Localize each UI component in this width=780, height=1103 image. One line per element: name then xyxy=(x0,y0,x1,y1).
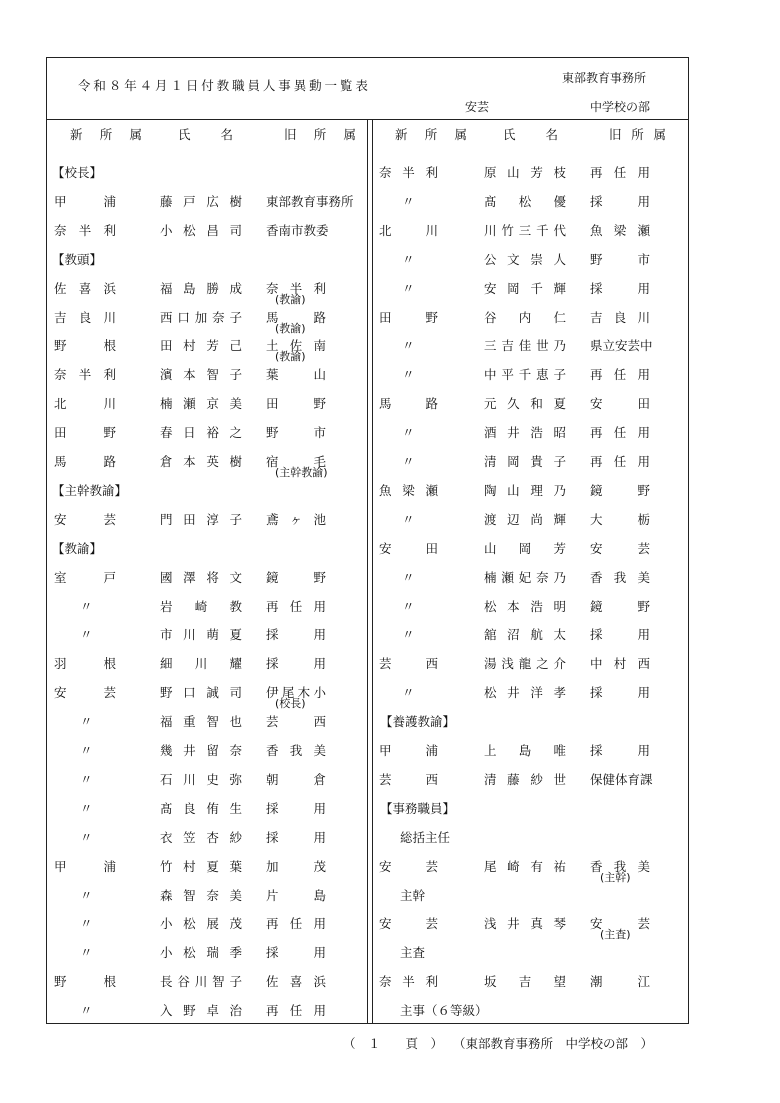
old-school: 採 用 xyxy=(590,685,650,701)
person-name: 坂 吉 望 xyxy=(484,974,566,990)
new-school: 馬 路 xyxy=(379,396,438,412)
ditto-mark: 〃 xyxy=(80,887,93,903)
ditto-mark: 〃 xyxy=(80,598,93,614)
person-name: 衣 笠 杏 紗 xyxy=(160,829,242,845)
job-title-label: 主幹 xyxy=(400,887,426,903)
person-name: 福 島 勝 成 xyxy=(160,280,242,296)
old-school: 奈 半 利 xyxy=(266,280,326,296)
old-school: 魚 梁 瀬 xyxy=(590,222,650,238)
job-title-label: 主査 xyxy=(400,945,426,961)
new-school: 北 川 xyxy=(54,396,116,412)
new-school: 羽 根 xyxy=(54,656,116,672)
person-name: 清 藤 紗 世 xyxy=(484,771,566,787)
old-school: 宿 毛 xyxy=(266,454,326,469)
person-name: 藤 戸 広 樹 xyxy=(160,193,242,209)
old-school: 香南市教委 xyxy=(266,222,329,238)
footer-section: （東部教育事務所 中学校の部 ） xyxy=(453,1036,654,1051)
old-school: 中 村 西 xyxy=(590,656,650,672)
ditto-mark: 〃 xyxy=(402,454,415,469)
person-name: 髙 松 優 xyxy=(484,193,566,209)
person-name: 門 田 淳 子 xyxy=(160,511,242,527)
section-name: 中学校の部 xyxy=(590,100,651,114)
old-school: 鏡 野 xyxy=(590,482,650,498)
old-school: 野 市 xyxy=(266,425,326,441)
old-school: 採 用 xyxy=(266,800,326,816)
new-school: 甲 浦 xyxy=(54,858,116,874)
old-school: 県立安芸中 xyxy=(590,338,653,354)
old-school: 東部教育事務所 xyxy=(266,193,354,209)
person-name: 福 重 智 也 xyxy=(160,714,242,730)
old-school: 採 用 xyxy=(266,945,326,961)
new-school: 野 根 xyxy=(54,974,116,990)
person-name: 竹 村 夏 葉 xyxy=(160,858,242,874)
person-name: 岩 崎 教 xyxy=(160,598,242,614)
person-name: 浅 井 真 琴 xyxy=(484,916,566,932)
old-school: 採 用 xyxy=(590,280,650,296)
old-school: 葉 山 xyxy=(266,367,326,383)
new-school: 安 芸 xyxy=(379,916,438,932)
ditto-mark: 〃 xyxy=(402,598,415,614)
old-school: 吉 良 川 xyxy=(590,309,650,325)
new-school: 安 芸 xyxy=(379,858,438,874)
person-name: 川 竹 三 千 代 xyxy=(484,222,566,238)
old-school: 鏡 野 xyxy=(266,569,326,585)
ditto-mark: 〃 xyxy=(402,193,415,209)
old-school: 鳶 ヶ 池 xyxy=(266,511,326,527)
person-name: 安 岡 千 輝 xyxy=(484,280,566,296)
person-name: 國 澤 将 文 xyxy=(160,569,242,585)
old-school: 鏡 野 xyxy=(590,598,650,614)
ditto-mark: 〃 xyxy=(402,425,415,441)
old-school: 採 用 xyxy=(590,743,650,758)
ditto-mark: 〃 xyxy=(80,800,93,816)
ditto-mark: 〃 xyxy=(80,1003,93,1019)
person-name: 細 川 耀 xyxy=(160,656,242,672)
person-name: 小 松 瑞 季 xyxy=(160,945,242,961)
col-old-header: 旧 所 属 xyxy=(609,127,666,142)
old-school: 再 任 用 xyxy=(266,916,326,932)
old-school: 香 我 美 xyxy=(266,743,326,758)
person-name: 市 川 萌 夏 xyxy=(160,627,242,643)
old-school: 芸 西 xyxy=(266,714,326,730)
old-school: 採 用 xyxy=(266,829,326,845)
new-school: 安 芸 xyxy=(54,511,116,527)
person-name: 上 島 唯 xyxy=(484,743,566,758)
page-number: （ １ 頁 ） xyxy=(343,1036,444,1051)
col-name-header: 氏 名 xyxy=(503,127,558,142)
new-school: 室 戸 xyxy=(54,569,116,585)
new-school: 北 川 xyxy=(379,222,438,238)
document-title: 令 和 ８ 年 ４ 月 １ 日 付 教 職 員 人 事 異 動 一 覧 表 xyxy=(78,78,368,93)
person-name: 春 日 裕 之 xyxy=(160,425,242,441)
person-name: 石 川 史 弥 xyxy=(160,771,242,787)
ditto-mark: 〃 xyxy=(402,338,415,354)
person-name: 髙 良 侑 生 xyxy=(160,800,242,816)
person-name: 尾 崎 有 祐 xyxy=(484,858,566,874)
new-school: 馬 路 xyxy=(54,454,116,469)
person-name: 陶 山 理 乃 xyxy=(484,482,566,498)
person-name: 中 平 千 恵 子 xyxy=(484,367,566,383)
person-name: 山 岡 芳 xyxy=(484,540,566,556)
new-school: 野 根 xyxy=(54,338,116,354)
old-school: 再 任 用 xyxy=(590,454,650,469)
old-school: 再 任 用 xyxy=(590,425,650,441)
old-school: 再 任 用 xyxy=(590,367,650,383)
old-school: 安 芸 xyxy=(590,540,650,556)
person-name: 酒 井 浩 昭 xyxy=(484,425,566,441)
person-name: 濱 本 智 子 xyxy=(160,367,242,383)
new-school: 安 芸 xyxy=(54,685,116,701)
person-name: 長 谷 川 智 子 xyxy=(160,974,242,990)
ditto-mark: 〃 xyxy=(402,367,415,383)
previous-position-note: (主査) xyxy=(600,928,631,942)
new-school: 田 野 xyxy=(379,309,438,325)
person-name: 原 山 芳 枝 xyxy=(484,165,566,180)
old-school: 伊 尾 木 小 xyxy=(266,685,326,701)
person-name: 幾 井 留 奈 xyxy=(160,743,242,758)
new-school: 甲 浦 xyxy=(54,193,116,209)
person-name: 田 村 芳 己 xyxy=(160,338,242,354)
previous-position-note: (教諭) xyxy=(275,350,306,364)
person-name: 楠 瀬 京 美 xyxy=(160,396,242,412)
old-school: 土 佐 南 xyxy=(266,338,326,354)
old-school: 採 用 xyxy=(266,656,326,672)
old-school: 採 用 xyxy=(590,193,650,209)
person-name: 谷 内 仁 xyxy=(484,309,566,325)
old-school: 大 栃 xyxy=(590,511,650,527)
ditto-mark: 〃 xyxy=(402,627,415,643)
person-name: 入 野 卓 治 xyxy=(160,1003,242,1019)
person-name: 清 岡 貴 子 xyxy=(484,454,566,469)
ditto-mark: 〃 xyxy=(80,945,93,961)
section-heading: 【教諭】 xyxy=(52,540,103,556)
old-school: 潮 江 xyxy=(590,974,650,990)
old-school: 安 田 xyxy=(590,396,650,412)
old-school: 安 芸 xyxy=(590,916,650,932)
person-name: 小 松 展 茂 xyxy=(160,916,242,932)
ditto-mark: 〃 xyxy=(80,627,93,643)
ditto-mark: 〃 xyxy=(402,251,415,267)
new-school: 田 野 xyxy=(54,425,116,441)
old-school: 再 任 用 xyxy=(590,165,650,180)
previous-position-note: (校長) xyxy=(275,697,306,711)
old-school: 香 我 美 xyxy=(590,569,650,585)
old-school: 採 用 xyxy=(590,627,650,643)
new-school: 吉 良 川 xyxy=(54,309,116,325)
new-school: 甲 浦 xyxy=(379,743,438,758)
section-heading: 【養護教諭】 xyxy=(380,714,456,730)
person-name: 野 口 誠 司 xyxy=(160,685,242,701)
new-school: 魚 梁 瀬 xyxy=(379,482,438,498)
col-new-header: 新 所 属 xyxy=(395,127,467,142)
old-school: 再 任 用 xyxy=(266,598,326,614)
col-new-header: 新 所 属 xyxy=(70,127,142,142)
previous-position-note: (主幹) xyxy=(600,870,631,884)
old-school: 朝 倉 xyxy=(266,771,326,787)
col-old-header: 旧 所 属 xyxy=(284,127,356,142)
new-school: 奈 半 利 xyxy=(379,165,438,180)
person-name: 元 久 和 夏 xyxy=(484,396,566,412)
ditto-mark: 〃 xyxy=(80,829,93,845)
district-name: 安芸 xyxy=(465,100,490,114)
person-name: 松 井 洋 孝 xyxy=(484,685,566,701)
old-school: 馬 路 xyxy=(266,309,326,325)
person-name: 舘 沼 航 太 xyxy=(484,627,566,643)
column-divider xyxy=(367,119,368,1024)
person-name: 松 本 浩 明 xyxy=(484,598,566,614)
ditto-mark: 〃 xyxy=(402,280,415,296)
col-name-header: 氏 名 xyxy=(178,127,233,142)
old-school: 田 野 xyxy=(266,396,326,412)
previous-position-note: (教諭) xyxy=(275,292,306,306)
person-name: 小 松 昌 司 xyxy=(160,222,242,238)
section-heading: 【主幹教諭】 xyxy=(52,482,128,498)
new-school: 佐 喜 浜 xyxy=(54,280,116,296)
person-name: 西 口 加 奈 子 xyxy=(160,309,242,325)
new-school: 奈 半 利 xyxy=(54,367,116,383)
ditto-mark: 〃 xyxy=(402,569,415,585)
old-school: 片 島 xyxy=(266,887,326,903)
job-title-label: 主事（６等級） xyxy=(400,1003,488,1019)
old-school: 加 茂 xyxy=(266,858,326,874)
ditto-mark: 〃 xyxy=(80,771,93,787)
section-heading: 【事務職員】 xyxy=(380,800,456,816)
old-school: 保健体育課 xyxy=(590,771,653,787)
ditto-mark: 〃 xyxy=(402,685,415,701)
person-name: 湯 浅 龍 之 介 xyxy=(484,656,566,672)
new-school: 芸 西 xyxy=(379,656,438,672)
job-title-label: 総括主任 xyxy=(400,829,451,845)
new-school: 奈 半 利 xyxy=(379,974,438,990)
column-divider xyxy=(372,119,373,1024)
previous-position-note: (教諭) xyxy=(275,321,306,335)
previous-position-note: (主幹教諭) xyxy=(275,466,328,479)
person-name: 森 智 奈 美 xyxy=(160,887,242,903)
person-name: 公 文 崇 人 xyxy=(484,251,566,267)
new-school: 奈 半 利 xyxy=(54,222,116,238)
old-school: 香 我 美 xyxy=(590,858,650,874)
person-name: 楠 瀬 妃 奈 乃 xyxy=(484,569,566,585)
old-school: 野 市 xyxy=(590,251,650,267)
person-name: 三 吉 佳 世 乃 xyxy=(484,338,566,354)
ditto-mark: 〃 xyxy=(80,714,93,730)
old-school: 再 任 用 xyxy=(266,1003,326,1019)
new-school: 安 田 xyxy=(379,540,438,556)
old-school: 採 用 xyxy=(266,627,326,643)
office-name: 東部教育事務所 xyxy=(562,71,647,85)
person-name: 渡 辺 尚 輝 xyxy=(484,511,566,527)
new-school: 芸 西 xyxy=(379,771,438,787)
ditto-mark: 〃 xyxy=(80,916,93,932)
ditto-mark: 〃 xyxy=(80,743,93,758)
old-school: 佐 喜 浜 xyxy=(266,974,326,990)
ditto-mark: 〃 xyxy=(402,511,415,527)
person-name: 倉 本 英 樹 xyxy=(160,454,242,469)
section-heading: 【教頭】 xyxy=(52,251,103,267)
section-heading: 【校長】 xyxy=(52,165,103,180)
